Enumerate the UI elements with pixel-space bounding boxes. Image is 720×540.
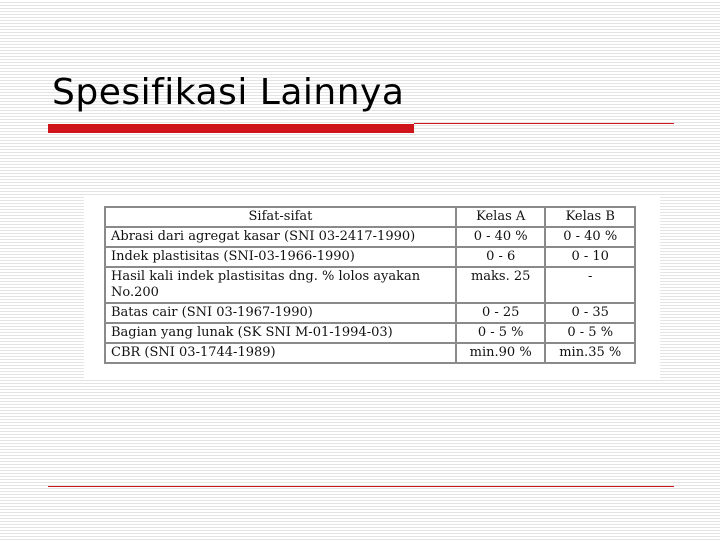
- cell-kelas-b: 0 - 40 %: [545, 227, 635, 247]
- cell-kelas-b: 0 - 5 %: [545, 323, 635, 343]
- slide-title: Spesifikasi Lainnya: [52, 72, 405, 113]
- spec-table-image: [84, 196, 660, 380]
- table-row: [105, 267, 635, 303]
- cell-property: Hasil kali indek plastisitas dng. % lolos ayakan No.200: [105, 267, 456, 303]
- cell-property: Indek plastisitas (SNI-03-1966-1990): [105, 247, 456, 267]
- spec-table: [104, 206, 636, 364]
- header-kelas-a: Kelas A: [456, 207, 546, 227]
- table-row: [105, 323, 635, 343]
- table-header-row: [105, 207, 635, 227]
- cell-kelas-a: maks. 25: [456, 267, 546, 303]
- header-property: Sifat-sifat: [105, 207, 456, 227]
- table-row: [105, 343, 635, 363]
- footer-divider: [48, 486, 674, 487]
- cell-property: Abrasi dari agregat kasar (SNI 03-2417-1990): [105, 227, 456, 247]
- cell-property: Bagian yang lunak (SK SNI M-01-1994-03): [105, 323, 456, 343]
- title-underline-thin: [414, 123, 674, 124]
- cell-kelas-b: 0 - 35: [545, 303, 635, 323]
- cell-property: Batas cair (SNI 03-1967-1990): [105, 303, 456, 323]
- cell-kelas-a: min.90 %: [456, 343, 546, 363]
- table-row: [105, 247, 635, 267]
- cell-kelas-b: 0 - 10: [545, 247, 635, 267]
- cell-property: CBR (SNI 03-1744-1989): [105, 343, 456, 363]
- cell-kelas-a: 0 - 40 %: [456, 227, 546, 247]
- table-row: [105, 303, 635, 323]
- title-underline-thick: [48, 124, 414, 133]
- cell-kelas-b: min.35 %: [545, 343, 635, 363]
- cell-kelas-a: 0 - 25: [456, 303, 546, 323]
- cell-kelas-a: 0 - 5 %: [456, 323, 546, 343]
- cell-kelas-a: 0 - 6: [456, 247, 546, 267]
- cell-kelas-b: -: [545, 267, 635, 303]
- header-kelas-b: Kelas B: [545, 207, 635, 227]
- table-row: [105, 227, 635, 247]
